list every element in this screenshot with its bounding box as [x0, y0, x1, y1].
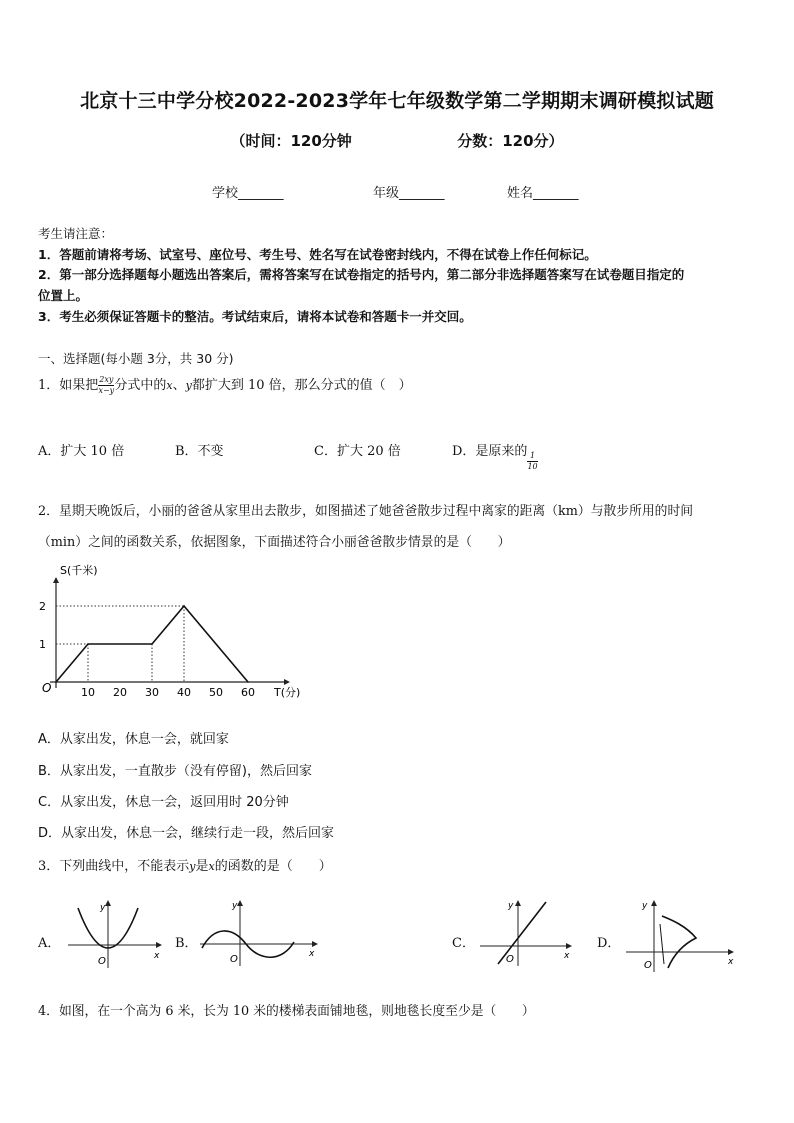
data-point-2 [151, 643, 153, 645]
notice-heading: 考生请注意： [38, 226, 114, 241]
notice-item-2b: 位置上。 [38, 288, 89, 303]
y-label: y [642, 901, 648, 911]
y-label: y [100, 903, 106, 913]
question-4: 4．如图，在一个高为 6 米，长为 10 米的楼梯表面铺地毯，则地毯长度至少是（ ） [38, 1004, 535, 1019]
y-label: y [508, 901, 514, 911]
non-function-curve [662, 916, 696, 968]
x-tick-label-60: 60 [241, 686, 255, 699]
y-tick-label-2: 2 [39, 600, 46, 613]
x-label: x [309, 949, 315, 959]
q1-option-d-fraction [527, 451, 537, 472]
data-point-4 [247, 681, 249, 683]
question-2-line-1: 2．星期天晚饭后，小丽的爸爸从家里出去散步，如图描述了她爸爸散步过程中离家的距离（km）与散步所用的时间 [38, 504, 694, 519]
q1-d-num: 1 [527, 451, 537, 462]
x-tick-label-30: 30 [145, 686, 159, 699]
q1-option-a[interactable]: A．扩大 10 倍 [38, 444, 125, 459]
question-3 [38, 855, 332, 874]
school-field[interactable]: 学校_______ [212, 186, 284, 201]
notice-item-1: 1．答题前请将考场、试室号、座位号、考生号、姓名写在试卷密封线内，不得在试卷上作任何标记。 [38, 247, 597, 262]
name-field[interactable]: 姓名_______ [507, 186, 579, 201]
x-arrow-icon [156, 942, 162, 948]
x-arrow-icon [728, 949, 734, 955]
x-label: x [728, 957, 734, 967]
q1-fraction [98, 375, 114, 396]
question-2-line-2: （min）之间的函数关系，依据图象，下面描述符合小丽爸爸散步情景的是（ ） [38, 535, 511, 550]
data-point-0 [55, 681, 57, 683]
q2-option-c[interactable]: C．从家出发，休息一会，返回用时 20分钟 [38, 795, 289, 810]
q3-suffix: 的函数的是（ ） [214, 859, 332, 874]
origin-label: O [644, 960, 652, 971]
q3-option-a[interactable]: A． [38, 936, 61, 951]
y-arrow-icon [237, 900, 243, 906]
q1-frac-num: 2xy [99, 375, 114, 384]
y-tick-label-1: 1 [39, 638, 46, 651]
q3-graph-c[interactable] [476, 896, 576, 968]
q1-sep: 、 [172, 378, 186, 393]
data-point-3 [183, 605, 185, 607]
grade-field[interactable]: 年级_______ [373, 186, 445, 201]
q1-suffix: 都扩大到 10 倍，那么分式的值（ ） [191, 378, 412, 393]
y-arrow-icon [105, 900, 111, 906]
origin-label: O [230, 954, 238, 965]
x-axis-arrow-icon [284, 679, 290, 685]
section-heading: 一、选择题(每小题 3分，共 30 分) [38, 351, 234, 366]
q1-frac-den: x−y [98, 386, 115, 395]
x-arrow-icon [312, 941, 318, 947]
q3-graph-a[interactable] [64, 898, 164, 970]
distance-time-chart [38, 560, 300, 712]
y-arrow-icon [515, 900, 521, 906]
q1-option-d-text: D．是原来的 [452, 444, 528, 459]
x-tick-label-50: 50 [209, 686, 223, 699]
x-axis-label: T(分) [274, 686, 300, 699]
q3-var-x: x [208, 860, 215, 873]
question-1 [38, 374, 412, 396]
q1-option-c[interactable]: C．扩大 20 倍 [314, 444, 401, 459]
curve-branch [660, 924, 664, 964]
q3-var-y: y [189, 860, 196, 873]
x-tick-label-10: 10 [81, 686, 95, 699]
exam-time: （时间：120分钟 [230, 132, 352, 150]
q1-var-y: y [185, 379, 192, 392]
q1-option-d[interactable] [452, 440, 538, 471]
x-arrow-icon [566, 943, 572, 949]
x-tick-label-40: 40 [177, 686, 191, 699]
notice-item-3: 3．考生必须保证答题卡的整洁。考试结束后，请将本试卷和答题卡一并交回。 [38, 309, 472, 324]
x-label: x [564, 951, 570, 961]
q3-option-c[interactable]: C． [452, 936, 475, 951]
q1-prefix: 1．如果把 [38, 378, 99, 393]
x-label: x [154, 951, 160, 961]
q3-option-b[interactable]: B． [175, 936, 198, 951]
q3-graph-b[interactable] [196, 896, 320, 968]
exam-score: 分数：120分） [457, 132, 564, 150]
y-axis-arrow-icon [53, 577, 59, 583]
q1-d-den: 10 [527, 462, 538, 471]
chart-axes [50, 577, 290, 688]
exam-subtitle [0, 130, 794, 151]
q1-mid: 分式中的 [114, 378, 167, 393]
x-tick-label-20: 20 [113, 686, 127, 699]
q3-graph-d[interactable] [622, 894, 738, 974]
q3-mid: 是 [195, 859, 209, 874]
y-label: y [232, 901, 238, 911]
origin-label: O [42, 681, 52, 695]
origin-label: O [98, 956, 106, 967]
exam-title: 北京十三中学分校2022-2023学年七年级数学第二学期期末调研模拟试题 [80, 90, 714, 112]
data-point-1 [87, 643, 89, 645]
y-axis-label: S(千米) [60, 564, 98, 577]
notice-item-2a: 2．第一部分选择题每小题选出答案后，需将答案写在试卷指定的括号内，第二部分非选择题答案写在试卷题目指定的 [38, 267, 685, 282]
q2-option-d[interactable]: D．从家出发，休息一会，继续行走一段，然后回家 [38, 826, 335, 841]
y-arrow-icon [651, 900, 657, 906]
q3-option-d[interactable]: D． [597, 936, 621, 951]
q1-var-x: x [166, 379, 173, 392]
q2-option-a[interactable]: A．从家出发，休息一会，就回家 [38, 732, 229, 747]
q2-option-b[interactable]: B．从家出发，一直散步（没有停留)，然后回家 [38, 764, 312, 779]
origin-label: O [506, 954, 514, 965]
q3-prefix: 3．下列曲线中，不能表示 [38, 859, 190, 874]
chart-labels [39, 563, 300, 699]
q1-option-b[interactable]: B．不变 [175, 444, 224, 459]
